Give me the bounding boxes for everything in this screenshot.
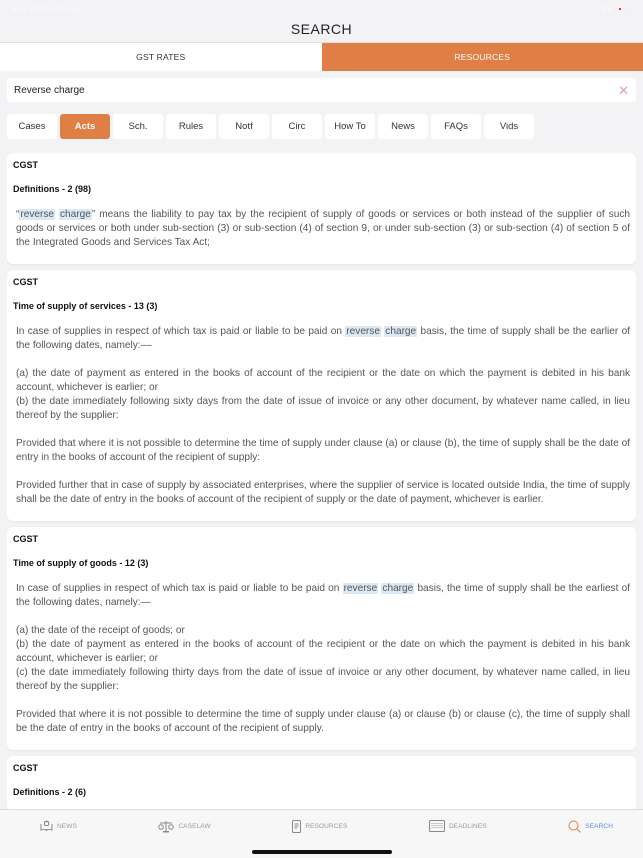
result-section-title: Definitions - 2 (6)	[13, 787, 87, 797]
search-icon	[568, 820, 581, 833]
excerpt-text: Provided that where it is not possible to determine the time of supply under clause (a) or clause (b), the time of supply shall be the date of entry in the books of account of the recipient of supply:	[16, 438, 630, 463]
excerpt-paragraph	[16, 582, 630, 610]
filter-chip-vids[interactable]: Vids	[484, 114, 534, 139]
filter-chip-news[interactable]: News	[378, 114, 428, 139]
segment-gst-rates[interactable]: GST RATES	[0, 43, 322, 71]
tab-caselaw[interactable]	[158, 820, 210, 833]
scales-icon	[158, 820, 174, 833]
excerpt-text: In case of supplies in respect of which tax is paid or liable to be paid on	[16, 326, 346, 337]
search-highlight: charge	[60, 209, 91, 220]
battery-percent: 9%	[601, 4, 613, 14]
excerpt-paragraph	[16, 708, 630, 736]
status-indicators	[587, 4, 631, 14]
excerpt-paragraph	[16, 325, 630, 353]
tab-label: CASELAW	[178, 822, 211, 830]
tab-label: NEWS	[57, 822, 77, 830]
segment-resources[interactable]: RESOURCES	[322, 43, 643, 71]
filter-chip-how-to[interactable]: How To	[325, 114, 375, 139]
page-title: SEARCH	[290, 21, 353, 37]
battery-icon	[617, 6, 631, 12]
excerpt-text: (c) the date immediately following thirty days from the date of issue of invoice or any other document, by whatever name called, in lieu thereof by the supplier:	[16, 667, 630, 692]
result-excerpt	[13, 208, 630, 250]
excerpt-paragraph	[16, 666, 630, 694]
bottom-tab-bar	[0, 809, 643, 858]
result-act: CGST	[13, 277, 39, 287]
search-input[interactable]	[14, 85, 618, 96]
excerpt-paragraph	[16, 395, 630, 423]
status-bar	[0, 0, 643, 18]
document-icon	[292, 820, 301, 833]
excerpt-text: (a) the date of the receipt of goods; or	[16, 625, 185, 636]
tab-label: RESOURCES	[305, 822, 348, 830]
excerpt-text: (b) the date of payment as entered in the books of account of the recipient or the date on which the payment is debited in his bank account, whichever is earlier; or	[16, 639, 630, 664]
result-section-title: Time of supply of goods - 12 (3)	[13, 558, 149, 568]
excerpt-paragraph	[16, 437, 630, 465]
excerpt-text: In case of supplies in respect of which tax is paid or liable to be paid on	[16, 583, 343, 594]
home-indicator[interactable]	[252, 850, 392, 854]
excerpt-text: “	[16, 209, 20, 220]
time-text: 4:01 AM	[12, 4, 42, 14]
excerpt-text: (b) the date immediately following sixty days from the date of issue of invoice or any other document, by whatever name called, in lieu thereof by the supplier:	[16, 396, 630, 421]
tab-search[interactable]	[568, 820, 613, 833]
date-text: Fri 23 Aug	[43, 4, 81, 14]
result-excerpt	[13, 582, 630, 736]
tab-news[interactable]	[40, 820, 77, 832]
filter-chips	[0, 102, 643, 139]
filter-chip-acts[interactable]: Acts	[60, 114, 110, 139]
search-highlight: charge	[385, 326, 417, 337]
filter-chip-notf[interactable]: Notf	[219, 114, 269, 139]
search-highlight: reverse	[20, 209, 55, 220]
tab-label: SEARCH	[585, 822, 613, 830]
excerpt-paragraph	[16, 638, 630, 666]
result-card[interactable]	[7, 527, 636, 750]
result-act: CGST	[13, 160, 39, 170]
excerpt-paragraph	[16, 367, 630, 395]
result-card[interactable]	[7, 756, 636, 809]
excerpt-text: (a) the date of payment as entered in the books of account of the recipient or the date on which the payment is debited in his bank account, whichever is earlier; or	[16, 368, 630, 393]
result-excerpt	[13, 325, 630, 507]
status-time	[12, 5, 80, 14]
filter-chip-cases[interactable]: Cases	[7, 114, 57, 139]
results-list[interactable]	[7, 153, 636, 809]
excerpt-text: Provided that where it is not possible to determine the time of supply under clause (a) or clause (b) or clause (c), the time of supply shall be the date of entry in the books of account of the recipient of supply.	[16, 709, 630, 734]
result-section-title: Definitions - 2 (98)	[13, 184, 92, 194]
calendar-icon	[429, 820, 445, 832]
filter-chip-circ[interactable]: Circ	[272, 114, 322, 139]
wifi-icon	[587, 4, 597, 14]
filter-chip-sch[interactable]: Sch.	[113, 114, 163, 139]
clear-search-icon[interactable]: ✕	[618, 82, 629, 98]
filter-chip-faqs[interactable]: FAQs	[431, 114, 481, 139]
result-act: CGST	[13, 763, 39, 773]
excerpt-text: basis, the time of supply shall be the earlier of the following dates, namely:––	[16, 326, 630, 351]
search-highlight: charge	[382, 583, 414, 594]
search-highlight: reverse	[343, 583, 378, 594]
search-bar	[7, 78, 636, 102]
excerpt-text: Provided further that in case of supply by associated enterprises, where the supplier of service is located outside India, the time of supply shall be the date of entry in the books of account of the recipient of supply or the date of payment, whichever is earlier.	[16, 480, 630, 505]
tab-deadlines[interactable]	[429, 820, 487, 832]
excerpt-text: ” means the liability to pay tax by the recipient of supply of goods or services or both instead of the supplier of such goods or services or both under sub-section (3) or sub-section (4) of section 9, or under sub-section (3) or sub-section (4) of section 5 of the Integrated Goods and Services Tax Act;	[16, 209, 630, 248]
result-card[interactable]	[7, 153, 636, 264]
filter-chip-rules[interactable]: Rules	[166, 114, 216, 139]
news-icon	[40, 820, 53, 832]
segmented-control	[0, 42, 643, 71]
result-act: CGST	[13, 534, 39, 544]
tab-label: DEADLINES	[448, 822, 487, 830]
excerpt-paragraph	[16, 479, 630, 507]
excerpt-text: basis, the time of supply shall be the earliest of the following dates, namely:—	[16, 583, 630, 608]
search-highlight: reverse	[346, 326, 380, 337]
excerpt-paragraph	[16, 624, 630, 638]
tab-resources[interactable]	[292, 820, 347, 833]
result-card[interactable]	[7, 270, 636, 521]
result-section-title: Time of supply of services - 13 (3)	[13, 301, 158, 311]
excerpt-paragraph	[16, 208, 630, 250]
